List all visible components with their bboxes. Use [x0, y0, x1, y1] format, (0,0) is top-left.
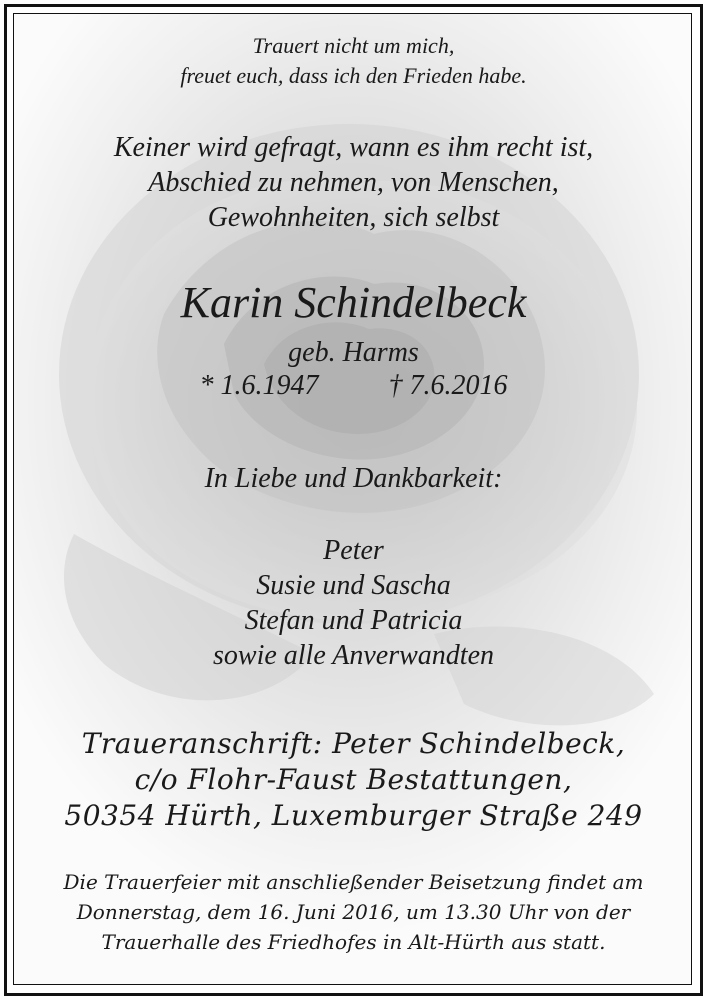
quote-line-2: Abschied zu nehmen, von Menschen, [148, 167, 559, 198]
birth-date: * 1.6.1947 [199, 370, 319, 401]
mourner-3: Stefan und Patricia [244, 605, 463, 636]
quote-line-1: Keiner wird gefragt, wann es ihm recht ist, [113, 132, 594, 163]
quote-line-3: Gewohnheiten, sich selbst [207, 202, 500, 233]
mourner-2: Susie und Sascha [256, 570, 451, 601]
deceased-name: Karin Schindelbeck [180, 278, 527, 327]
motto-line-1: Trauert nicht um mich, [252, 33, 455, 58]
thanks-heading: In Liebe und Dankbarkeit: [204, 463, 503, 494]
mourner-1: Peter [323, 535, 384, 566]
ceremony-line-1: Die Trauerfeier mit anschließender Beisetzung findet am [63, 870, 644, 894]
motto-line-2: freuet euch, dass ich den Frieden habe. [180, 63, 527, 88]
life-dates [0, 370, 707, 402]
birth-name: geb. Harms [288, 337, 419, 368]
address-line-2: c/o Flohr-Faust Bestattungen, [134, 763, 573, 796]
death-date: † 7.6.2016 [388, 370, 508, 401]
address-line-3: 50354 Hürth, Luxemburger Straße 249 [64, 799, 643, 832]
ceremony-line-2: Donnerstag, dem 16. Juni 2016, um 13.30 Uhr von der [76, 900, 631, 924]
address-line-1: Traueranschrift: Peter Schindelbeck, [81, 727, 626, 760]
mourner-4: sowie alle Anverwandten [213, 640, 494, 671]
ceremony-line-3: Trauerhalle des Friedhofes in Alt-Hürth aus statt. [101, 930, 606, 954]
